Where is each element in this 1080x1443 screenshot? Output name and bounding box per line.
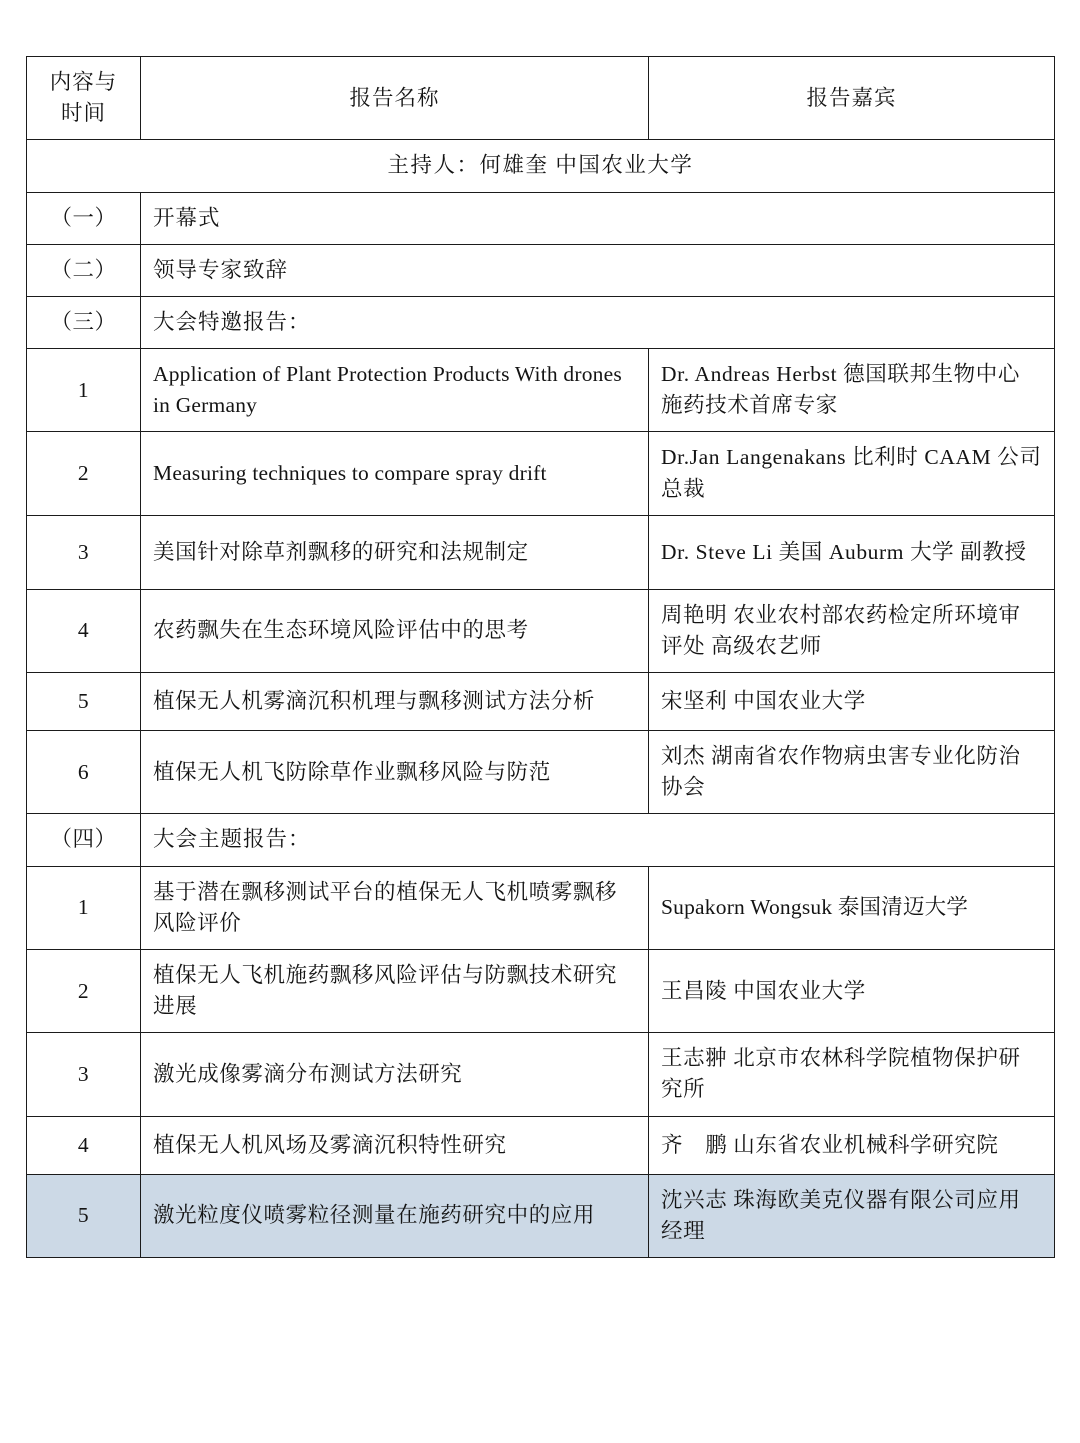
row-title: 开幕式 [141,192,1055,244]
header-cell-content-time [27,57,141,140]
row-index: （四） [27,814,141,866]
row-guest: 沈兴志 珠海欧美克仪器有限公司应用经理 [649,1174,1055,1257]
row-guest: Dr.Jan Langenakans 比利时 CAAM 公司总裁 [649,432,1055,515]
table-row [27,731,1055,814]
row-title: Application of Plant Protection Products With drones in Germany [141,349,649,432]
header-line-1: 内容与 [49,70,118,94]
agenda-table-body [27,57,1055,1258]
host-text: 主持人：何雄奎 中国农业大学 [27,140,1055,192]
row-guest: 宋坚利 中国农业大学 [649,673,1055,731]
table-header-row [27,57,1055,140]
row-title: 激光成像雾滴分布测试方法研究 [141,1033,649,1116]
row-title: 美国针对除草剂飘移的研究和法规制定 [141,515,649,589]
header-line-2: 时间 [60,101,106,126]
row-title: 大会主题报告： [141,814,1055,866]
row-index: （二） [27,244,141,296]
row-index: 2 [27,949,141,1032]
row-index: 4 [27,589,141,672]
row-title: Measuring techniques to compare spray drift [141,432,649,515]
row-title: 基于潜在飘移测试平台的植保无人飞机喷雾飘移风险评价 [141,866,649,949]
table-row [27,589,1055,672]
row-index: （三） [27,296,141,348]
row-index: 6 [27,731,141,814]
agenda-table [26,56,1055,1258]
row-index: 5 [27,1174,141,1257]
header-cell-report-title: 报告名称 [141,57,649,140]
row-title: 植保无人飞机施药飘移风险评估与防飘技术研究进展 [141,949,649,1032]
row-title: 领导专家致辞 [141,244,1055,296]
row-index: 5 [27,673,141,731]
table-row-highlighted [27,1174,1055,1257]
header-cell-report-guest: 报告嘉宾 [649,57,1055,140]
row-index: 3 [27,1033,141,1116]
row-index: 3 [27,515,141,589]
row-guest: 刘杰 湖南省农作物病虫害专业化防治协会 [649,731,1055,814]
row-title: 植保无人机风场及雾滴沉积特性研究 [141,1116,649,1174]
row-title: 农药飘失在生态环境风险评估中的思考 [141,589,649,672]
table-row [27,515,1055,589]
row-index: 2 [27,432,141,515]
row-guest: Supakorn Wongsuk 泰国清迈大学 [649,866,1055,949]
row-title: 植保无人机雾滴沉积机理与飘移测试方法分析 [141,673,649,731]
row-index: 1 [27,349,141,432]
row-title: 植保无人机飞防除草作业飘移风险与防范 [141,731,649,814]
table-row [27,192,1055,244]
table-row [27,814,1055,866]
row-index: （一） [27,192,141,244]
table-row [27,349,1055,432]
row-title: 激光粒度仪喷雾粒径测量在施药研究中的应用 [141,1174,649,1257]
row-title: 大会特邀报告： [141,296,1055,348]
table-row [27,432,1055,515]
row-guest: 王昌陵 中国农业大学 [649,949,1055,1032]
row-guest: Dr. Steve Li 美国 Auburm 大学 副教授 [649,515,1055,589]
row-guest: 齐 鹏 山东省农业机械科学研究院 [649,1116,1055,1174]
table-row [27,949,1055,1032]
row-guest: 周艳明 农业农村部农药检定所环境审评处 高级农艺师 [649,589,1055,672]
table-row [27,673,1055,731]
table-row [27,1033,1055,1116]
row-guest: 王志翀 北京市农林科学院植物保护研究所 [649,1033,1055,1116]
row-guest: Dr. Andreas Herbst 德国联邦生物中心施药技术首席专家 [649,349,1055,432]
host-row [27,140,1055,192]
table-row [27,296,1055,348]
table-row [27,1116,1055,1174]
table-row [27,244,1055,296]
table-row [27,866,1055,949]
row-index: 1 [27,866,141,949]
row-index: 4 [27,1116,141,1174]
